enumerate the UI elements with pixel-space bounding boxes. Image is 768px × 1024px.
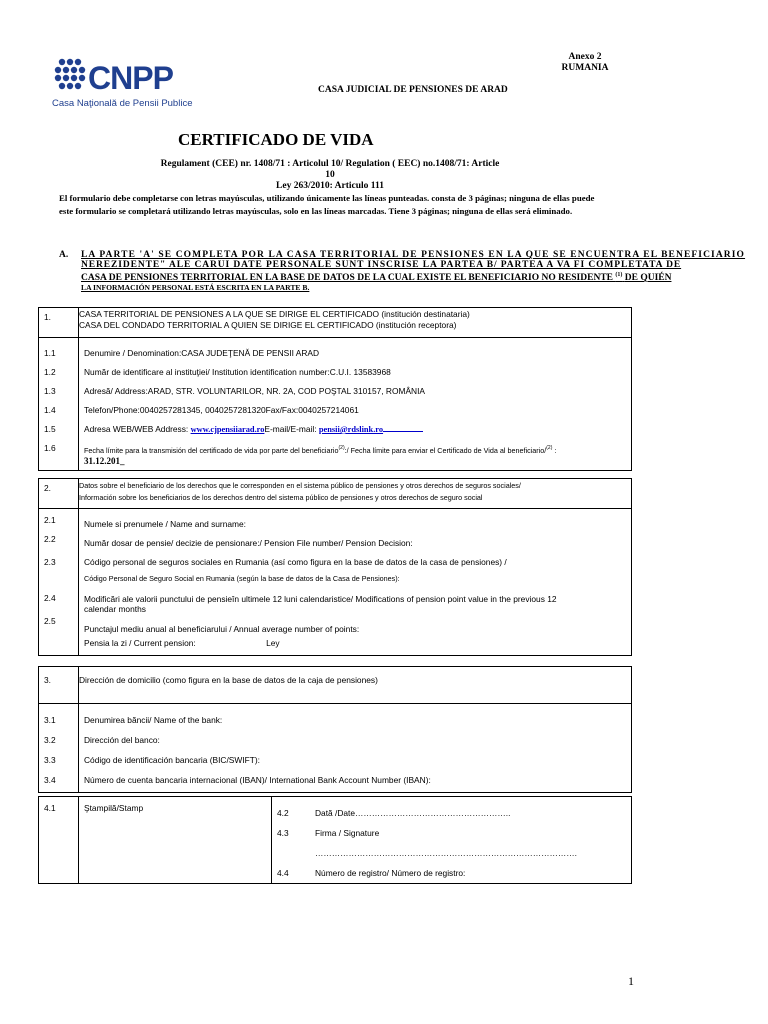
web-label: Adresa WEB/WEB Address: <box>84 424 191 434</box>
row-number: 4.1 <box>39 797 79 884</box>
logo-brand: CNPP <box>88 60 173 96</box>
row-number: 1.6 <box>44 443 56 453</box>
box-2-body-row <box>39 509 632 656</box>
page-title: CERTIFICADO DE VIDA <box>178 130 374 149</box>
stamp-label: Ştampilă/Stamp <box>84 803 144 813</box>
bank-name-field: Denumirea băncii/ Name of the bank: <box>84 715 223 725</box>
row-number: 3.2 <box>44 735 56 745</box>
cnpp-logo <box>52 56 193 112</box>
social-security-code-line-1: Código personal de seguros sociales en Rumania (así como figura en la base de datos de la casa de pensiones) / <box>84 557 507 567</box>
currency-label: Ley <box>266 638 280 648</box>
row-number: 2.5 <box>44 616 56 626</box>
section-a-line-4: LA INFORMACIÓN PERSONAL ESTÁ ESCRITA EN LA PARTE B. <box>81 283 310 293</box>
row-number: 2.2 <box>44 534 56 544</box>
phone-fax-field: Telefon/Phone:0040257281345, 0040257281320Fax/Fax:0040257214061 <box>84 405 359 415</box>
date-field: Dată /Date……………………………………………….. <box>315 808 511 818</box>
footnote-1: (1) <box>615 272 623 278</box>
name-surname-field: Numele si prenumele / Name and surname: <box>84 519 246 529</box>
pension-point-modifications-field <box>84 590 626 616</box>
row-number: 4.2 <box>277 808 289 818</box>
section-a-line-1: LA PARTE 'A' SE COMPLETA POR LA CASA TERRITORIAL DE PENSIONES EN LA QUE SE ENCUENTRA EL BENEFICIARIO <box>81 250 746 260</box>
section-a-label: A. <box>59 250 69 260</box>
page-number: 1 <box>628 974 634 988</box>
current-pension-field <box>84 637 626 650</box>
deadline-value: 31.12.201_ <box>84 455 125 466</box>
section-a-text <box>81 250 768 293</box>
signature-cell <box>272 797 632 884</box>
row-number: 3. <box>39 667 79 704</box>
signature-line: …………………………………………………………………………………. <box>315 848 577 858</box>
country-label: RUMANIA <box>561 63 609 73</box>
intro-text <box>59 193 595 217</box>
annex-label: Anexo 2 <box>568 52 602 62</box>
pension-point-line-2: calendar months <box>84 604 146 614</box>
row-number: 3.3 <box>44 755 56 765</box>
box-1-numbers <box>39 338 79 471</box>
box-3-numbers <box>39 704 79 793</box>
section-a-line-3 <box>81 270 768 283</box>
intro-line-2: este formulario se completará utilizando letras mayúsculas, solo en las líneas marcadas. Tiene 3 páginas; ninguna de ellas será eliminado. <box>59 206 573 216</box>
box-1-header-line-1: CASA TERRITORIAL DE PENSIONES A LA QUE SE DIRIGE EL CERTIFICADO (institución destinataria) <box>79 309 470 319</box>
email-link[interactable]: pensii@rdslink.ro <box>318 425 384 434</box>
annex-block <box>540 52 630 74</box>
signature-label: Firma / Signature <box>315 828 380 838</box>
row-number: 1.3 <box>44 386 56 396</box>
deadline-field <box>84 443 626 466</box>
registry-field: Número de registro/ Número de registro: <box>315 868 466 878</box>
row-number: 3.1 <box>44 715 56 725</box>
regulation-block <box>160 159 500 192</box>
box-2-header-line-1: Datos sobre el beneficiario de los derechos que le corresponden en el sistema público de pensiones y otros derechos de seguros sociales/ <box>79 481 521 490</box>
logo-dots-icon <box>52 58 88 92</box>
email-label: E-mail/E-mail: <box>264 424 319 434</box>
row-number: 1.5 <box>44 424 56 434</box>
box-2-header-line-2: Información sobre los beneficiarios de los derechos dentro del sistema público de pensiones y otros derechos de seguro social <box>79 493 483 502</box>
email-underline <box>383 431 423 432</box>
row-number: 2.4 <box>44 593 56 603</box>
iban-field: Número de cuenta bancaria internacional (IBAN)/ International Bank Account Number (IBAN): <box>84 775 431 785</box>
regulation-line-1: Regulament (CEE) nr. 1408/71 : Articolul 10/ Regulation ( EEC) no.1408/71: Article 10 <box>160 159 500 180</box>
box-2-table <box>38 478 632 656</box>
deadline-text-2: :/ Fecha límite para enviar el Certificado de Vida al beneficiario/ <box>344 445 547 455</box>
current-pension-label: Pensia la zi / Current pension: <box>84 638 196 648</box>
social-security-code-field <box>84 554 626 590</box>
intro-line-1: El formulario debe completarse con letras mayúsculas, utilizando únicamente las líneas punteadas. consta de 3 páginas; ninguna de ellas puede <box>59 193 595 203</box>
deadline-text: Fecha límite para la transmisión del certificado de vida por parte del beneficiario <box>84 445 339 455</box>
denomination-field: Denumire / Denomination:CASA JUDEŢENĂ DE PENSII ARAD <box>84 348 320 358</box>
row-number: 3.4 <box>44 775 56 785</box>
box-3-fields <box>79 704 632 793</box>
court-name: CASA JUDICIAL DE PENSIONES DE ARAD <box>318 85 508 95</box>
footnote-2b: (2) <box>546 445 553 451</box>
footnote-2: (2) <box>338 445 345 451</box>
bic-swift-field: Código de identificación bancaria (BIC/SWIFT): <box>84 755 260 765</box>
registry-row <box>277 863 626 883</box>
box-4-row <box>39 797 632 884</box>
pension-point-line-1: Modificări ale valorii punctului de pensieîn ultimele 12 luni calendaristice/ Modifications of pension point value in the previous 12 <box>84 594 557 604</box>
row-number: 1. <box>39 308 79 338</box>
row-number: 1.1 <box>44 348 56 358</box>
row-number: 1.4 <box>44 405 56 415</box>
regulation-line-2: Ley 263/2010: Articulo 111 <box>276 181 384 191</box>
web-email-field <box>84 420 626 439</box>
bank-address-field: Dirección del banco: <box>84 735 160 745</box>
social-security-code-line-2: Código Personal de Seguro Social en Rumania (según la base de datos de la Casa de Pensiones): <box>84 574 400 583</box>
average-points-field: Punctajul mediu anual al beneficiarului / Annual average number of points: <box>84 624 360 634</box>
box-3-header: Dirección de domicilio (como figura en la base de datos de la caja de pensiones) <box>79 667 632 704</box>
date-row <box>277 803 626 823</box>
address-field: Adresă/ Address:ARAD, STR. VOLUNTARILOR, NR. 2A, COD POŞTAL 310157, ROMÂNIA <box>84 386 425 396</box>
row-number: 2. <box>39 479 79 509</box>
logo-subtitle: Casa Naţională de Pensii Publice <box>52 98 193 109</box>
box-1-header-line-2: CASA DEL CONDADO TERRITORIAL A QUIEN SE DIRIGE EL CERTIFICADO (institución receptora) <box>79 320 457 330</box>
section-a-line-3-end: DE QUIÉN <box>624 273 672 284</box>
row-number: 2.1 <box>44 515 56 525</box>
box-3-header-row <box>39 667 632 704</box>
box-3-body-row <box>39 704 632 793</box>
box-1-body-row <box>39 338 632 471</box>
section-a-line-2: NEREZIDENTE" ALE CARUI DATE PERSONALE SUNT INSCRISE LA PARTEA B/ PARTEA A VA FI COMPLETATA DE <box>81 260 682 270</box>
row-number: 2.3 <box>44 557 56 567</box>
box-1-header <box>79 308 632 338</box>
identification-number-field: Număr de identificare al instituţiei/ Institution identification number:C.U.I. 13583968 <box>84 367 391 377</box>
stamp-cell <box>79 797 272 884</box>
box-3-table <box>38 666 632 793</box>
box-4-table <box>38 796 632 884</box>
row-number: 1.2 <box>44 367 56 377</box>
row-number: 4.3 <box>277 828 289 838</box>
box-2-header <box>79 479 632 509</box>
box-1-fields <box>79 338 632 471</box>
box-2-header-row <box>39 479 632 509</box>
signature-row <box>277 823 626 843</box>
pension-file-field: Număr dosar de pensie/ decizie de pensionare:/ Pension File number/ Pension Decision: <box>84 538 413 548</box>
row-number: 4.4 <box>277 868 289 878</box>
deadline-colon: : <box>552 445 557 455</box>
box-2-fields <box>79 509 632 656</box>
section-a-line-3-text: CASA DE PENSIONES TERRITORIAL EN LA BASE DE DATOS DE LA CUAL EXISTE EL BENEFICIARIO NO RESIDENTE <box>81 273 613 284</box>
box-1-table <box>38 307 632 471</box>
web-link[interactable]: www.cjpensiiarad.ro <box>190 425 265 434</box>
box-2-numbers <box>39 509 79 656</box>
box-1-header-row <box>39 308 632 338</box>
